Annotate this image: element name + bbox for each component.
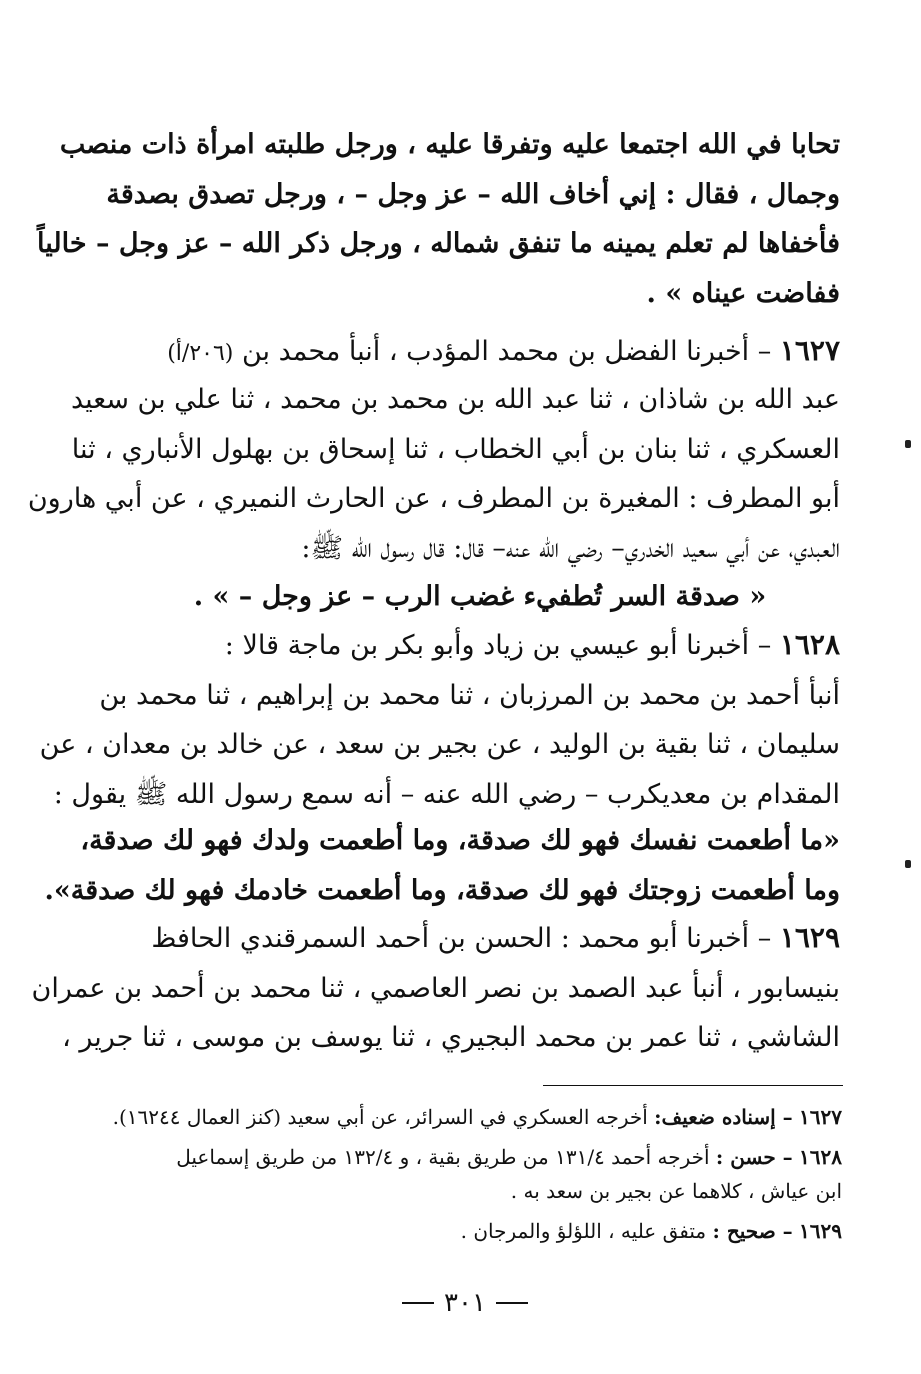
text-line: المقدام بن معديكرب – رضي الله عنه – أنه سمع رسول الله ﷺ يقول : [53, 778, 840, 810]
hadith-number: ١٦٢٧ [779, 334, 840, 367]
text-line: تحابا في الله اجتمعا عليه وتفرقا عليه ، ورجل طلبته امرأة ذات منصب [59, 129, 840, 160]
page-number-footer [380, 1288, 550, 1318]
footnote-number: ١٦٢٨ [799, 1145, 842, 1169]
footnote-text: أخرجه أحمد ١٣١/٤ من طريق بقية ، و ١٣٢/٤ من طريق إسماعيل [176, 1145, 710, 1169]
hadith-1627 [80, 326, 840, 379]
footnote-grade: – صحيح : [712, 1219, 793, 1243]
text-line: وجمال ، فقال : إني أخاف الله – عز وجل – ، ورجل تصدق بصدقة [106, 178, 840, 210]
hadith-1627-saying [120, 572, 840, 622]
text-line: « صدقة السر تُطفيء غضب الرب – عز وجل – » . [193, 581, 767, 612]
text-line: ففاضت عيناه » . [646, 277, 840, 309]
hadith-number: ١٦٢٨ [779, 628, 840, 661]
footnote-text: متفق عليه ، اللؤلؤ والمرجان . [460, 1219, 707, 1243]
text-line: العسكري ، ثنا بنان بن أبي الخطاب ، ثنا إسحاق بن بهلول الأنباري ، ثنا [71, 433, 840, 465]
text-line: عبد الله بن شاذان ، ثنا عبد الله بن محمد بن محمد ، ثنا علي بن سعيد [70, 384, 840, 415]
hadith-number: ١٦٢٩ [779, 921, 840, 954]
footnote-1629 [80, 1214, 842, 1248]
isnad-text: – أخبرنا أبو محمد : الحسن بن أحمد السمرقندي الحافظ [151, 923, 772, 954]
hadith-1629-first-line [120, 913, 840, 964]
text-line: بنيسابور ، أنبأ عبد الصمد بن نصر العاصمي ، ثنا محمد بن أحمد بن عمران [31, 972, 840, 1004]
footnote-1628 [80, 1140, 842, 1208]
footnote-number: ١٦٢٧ [799, 1105, 842, 1129]
text-line: العبدي، عن أبي سعيد الخدري– رضي الله عنه– قال: قال رسول الله ﷺ: [301, 532, 840, 564]
marginal-reference: (٢٠٦/أ) [167, 341, 234, 366]
scan-mark [905, 860, 911, 868]
hadith-1627-first-line [80, 326, 840, 379]
continued-hadith-text [37, 120, 840, 318]
footnote-divider [543, 1085, 843, 1086]
footnote-grade: – إسناده ضعيف: [654, 1105, 793, 1129]
text-line: أبو المطرف : المغيرة بن المطرف ، عن الحارث النميري ، عن أبي هارون [27, 483, 840, 514]
dash-right [402, 1302, 434, 1304]
hadith-1628-saying [44, 816, 840, 915]
isnad-text: – أخبرنا الفضل بن محمد المؤدب ، أنبأ محمد بن [241, 336, 772, 367]
text-line: سليمان ، ثنا بقية بن الوليد ، عن بجير بن سعد ، عن خالد بن معدان ، عن [39, 729, 840, 760]
text-line: أنبأ أحمد بن محمد بن المرزبان ، ثنا محمد بن إبراهيم ، ثنا محمد بن [99, 679, 840, 711]
footnote-grade: – حسن : [715, 1145, 793, 1169]
hadith-1628 [39, 620, 840, 819]
footnote-1627 [80, 1100, 842, 1134]
text-line: «ما أطعمت نفسك فهو لك صدقة، وما أطعمت ولدك فهو لك صدقة، [80, 825, 840, 856]
text-line: وما أطعمت زوجتك فهو لك صدقة، وما أطعمت خادمك فهو لك صدقة». [44, 874, 840, 906]
footnote-text-continued: ابن عياش ، كلاهما عن بجير بن سعد به . [510, 1179, 842, 1203]
footnote-number: ١٦٢٩ [799, 1219, 842, 1243]
scan-mark [905, 440, 911, 448]
hadith-1628-first-line [120, 620, 840, 671]
isnad-text: – أخبرنا أبو عيسي بن زياد وأبو بكر بن ماجة قالا : [224, 630, 772, 661]
dash-left [496, 1302, 528, 1304]
text-line: فأخفاها لم تعلم يمينه ما تنفق شماله ، ورجل ذكر الله – عز وجل – خالياً [37, 228, 840, 259]
hadith-1629 [31, 913, 840, 1063]
page-number: ٣٠١ [444, 1288, 486, 1318]
hadith-1627-isnad [27, 375, 840, 573]
footnote-text: أخرجه العسكري في السرائر، عن أبي سعيد (كنز العمال ١٦٢٤٤). [112, 1105, 648, 1129]
text-line: الشاشي ، ثنا عمر بن محمد البجيري ، ثنا يوسف بن موسى ، ثنا جرير ، [62, 1022, 840, 1053]
